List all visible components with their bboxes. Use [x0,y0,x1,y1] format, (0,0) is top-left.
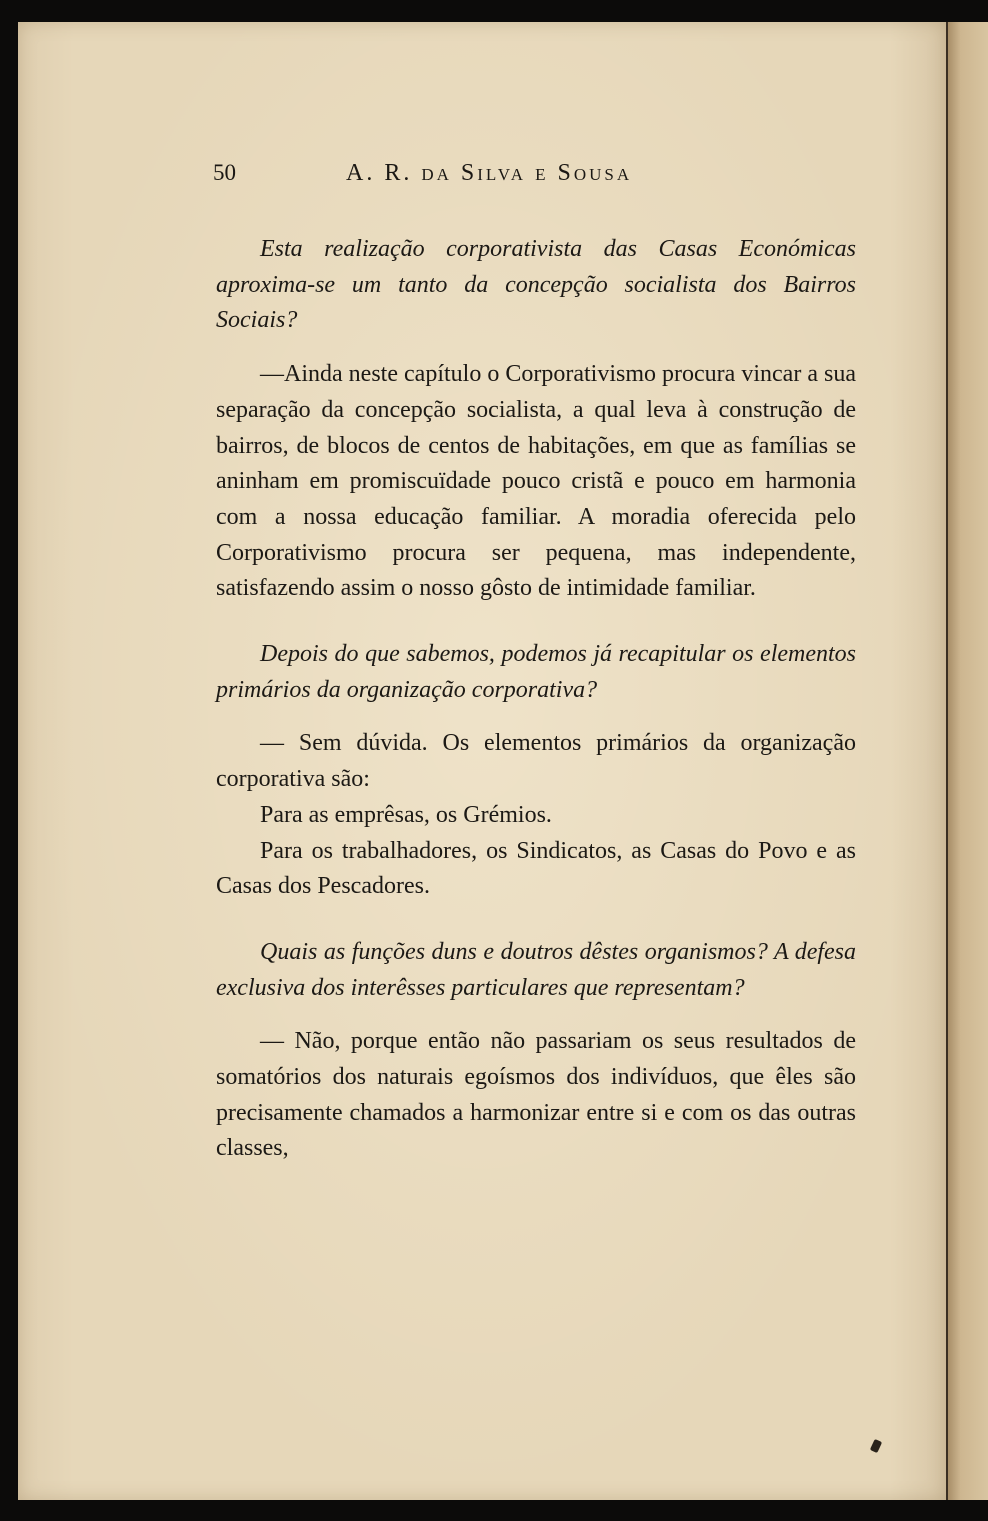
page-number: 50 [213,160,236,185]
question-3: Quais as funções duns e doutros dêstes organismos? A defesa exclusiva dos interêsses particulares que representam? [216,938,856,1001]
page-body [216,232,856,1167]
adjacent-page-edge [946,22,988,1500]
answer-2-item-1: Para as emprêsas, os Grémios. [260,801,552,828]
question-2: Depois do que sabemos, podemos já recapitular os elementos primários da organização corporativa? [216,641,856,703]
answer-2-item-2: Para os trabalhadores, os Sindicatos, as Casas do Povo e as Casas dos Pescadores. [216,837,856,900]
question-1: Esta realização corporativista das Casas Económicas aproxima-se um tanto da concepção socialista dos Bairros Sociais? [216,236,856,334]
answer-3: — Não, porque então não passariam os seus resultados de somatórios dos naturais egoísmos dos indivíduos, que êles são precisamente chamados a harmonizar entre si e com os das outras classes, [216,1028,856,1162]
page-header [0,160,988,190]
answer-1: —Ainda neste capítulo o Corporativismo procura vincar a sua separação da concepção socialista, a qual leva à construção de bairros, de blocos de centos de habitações, em que as famílias se aninham em promiscuïdade pouco cristã e pouco em harmonia com a nossa educação familiar. A moradia oferecida pelo Corporativismo procura ser pequena, mas independente, satisfazendo assim o nosso gôsto de intimidade familiar. [216,361,856,602]
running-head: A. R. da Silva e Sousa [346,160,633,186]
answer-2-intro: — Sem dúvida. Os elementos primários da organização corporativa são: [216,730,856,793]
